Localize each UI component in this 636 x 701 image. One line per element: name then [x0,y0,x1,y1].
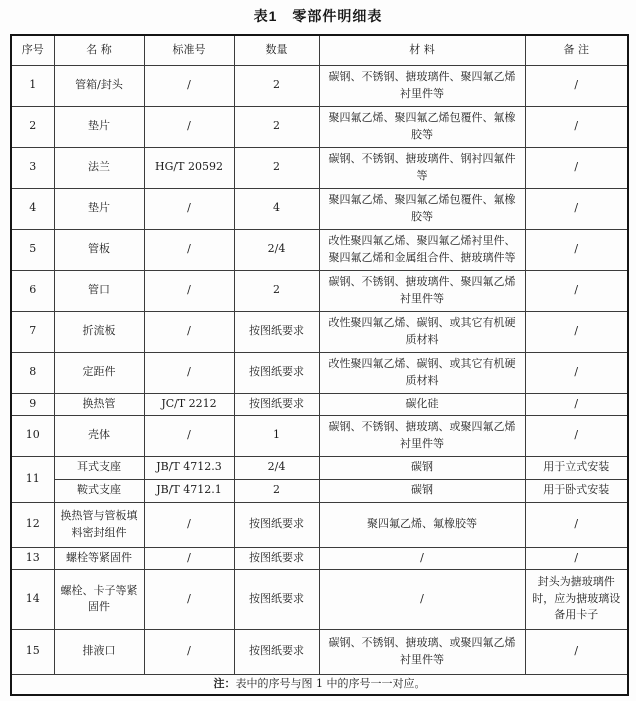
header-qty: 数量 [234,35,319,65]
cell-material: 碳化硅 [319,393,525,415]
cell-qty: 2 [234,270,319,311]
cell-standard: / [144,415,234,456]
cell-material: 聚四氟乙烯、氟橡胶等 [319,502,525,547]
cell-no: 4 [11,188,54,229]
cell-no: 11 [11,456,54,502]
cell-standard: / [144,188,234,229]
cell-material: 改性聚四氟乙烯、碳钢、或其它有机硬质材料 [319,352,525,393]
table-row [11,479,628,502]
cell-qty: 按图纸要求 [234,311,319,352]
header-name: 名 称 [54,35,144,65]
cell-material: 碳钢 [319,479,525,502]
cell-standard: / [144,502,234,547]
cell-no: 2 [11,106,54,147]
cell-remark: / [525,415,628,456]
cell-remark: / [525,147,628,188]
cell-no: 1 [11,65,54,106]
note-text: 表中的序号与图 1 中的序号一一对应。 [235,677,426,690]
cell-remark: / [525,229,628,270]
table-row [11,147,628,188]
cell-no: 8 [11,352,54,393]
header-remark: 备 注 [525,35,628,65]
table-row [11,229,628,270]
table-row [11,188,628,229]
table-row [11,65,628,106]
cell-name: 鞍式支座 [54,479,144,502]
cell-remark: / [525,311,628,352]
table-row [11,569,628,629]
cell-remark: 用于卧式安装 [525,479,628,502]
cell-standard: / [144,352,234,393]
table-row [11,393,628,415]
table-row [11,352,628,393]
page-title: 表1 零部件明细表 [253,8,383,24]
cell-qty: 1 [234,415,319,456]
cell-material: 碳钢、不锈钢、搪玻璃、或聚四氟乙烯衬里件等 [319,415,525,456]
cell-name: 垫片 [54,188,144,229]
cell-remark: 封头为搪玻璃件时，应为搪玻璃设备用卡子 [525,569,628,629]
cell-name: 排液口 [54,629,144,674]
cell-material: 聚四氟乙烯、聚四氟乙烯包覆件、氟橡胶等 [319,188,525,229]
cell-name: 耳式支座 [54,456,144,479]
cell-standard: HG/T 20592 [144,147,234,188]
cell-standard: / [144,106,234,147]
cell-no: 10 [11,415,54,456]
table-row [11,547,628,569]
cell-remark: / [525,188,628,229]
cell-qty: 按图纸要求 [234,352,319,393]
cell-standard: JC/T 2212 [144,393,234,415]
cell-standard: / [144,569,234,629]
cell-name: 螺栓等紧固件 [54,547,144,569]
cell-material: 碳钢、不锈钢、搪玻璃件、聚四氟乙烯衬里件等 [319,65,525,106]
cell-remark: / [525,547,628,569]
cell-qty: 按图纸要求 [234,569,319,629]
cell-qty: 2 [234,147,319,188]
cell-remark: / [525,393,628,415]
cell-name: 垫片 [54,106,144,147]
note-cell [11,674,628,695]
cell-name: 管口 [54,270,144,311]
cell-qty: 按图纸要求 [234,547,319,569]
cell-material: 碳钢、不锈钢、搪玻璃、或聚四氟乙烯衬里件等 [319,629,525,674]
header-material: 材 料 [319,35,525,65]
cell-no: 14 [11,569,54,629]
table-row [11,415,628,456]
cell-remark: / [525,629,628,674]
table-note-row [11,674,628,695]
cell-no: 13 [11,547,54,569]
note-label: 注： [213,677,236,690]
cell-standard: / [144,629,234,674]
header-standard: 标准号 [144,35,234,65]
cell-standard: JB/T 4712.1 [144,479,234,502]
cell-qty: 按图纸要求 [234,629,319,674]
cell-remark: 用于立式安装 [525,456,628,479]
cell-remark: / [525,106,628,147]
cell-standard: / [144,547,234,569]
cell-name: 管板 [54,229,144,270]
cell-qty: 4 [234,188,319,229]
cell-name: 壳体 [54,415,144,456]
cell-qty: 2 [234,479,319,502]
cell-no: 7 [11,311,54,352]
cell-qty: 2/4 [234,456,319,479]
cell-standard: JB/T 4712.3 [144,456,234,479]
table-row [11,456,628,479]
table-row [11,106,628,147]
cell-material: 碳钢、不锈钢、搪玻璃件、钢衬四氟件等 [319,147,525,188]
cell-name: 法兰 [54,147,144,188]
table-row [11,311,628,352]
cell-standard: / [144,270,234,311]
cell-material: 改性聚四氟乙烯、聚四氟乙烯衬里件、聚四氟乙烯和金属组合件、搪玻璃件等 [319,229,525,270]
cell-name: 定距件 [54,352,144,393]
cell-standard: / [144,311,234,352]
parts-list-table [10,34,629,696]
cell-qty: 按图纸要求 [234,393,319,415]
cell-qty: 按图纸要求 [234,502,319,547]
cell-qty: 2 [234,106,319,147]
cell-name: 螺栓、卡子等紧固件 [54,569,144,629]
cell-no: 15 [11,629,54,674]
cell-material: 碳钢、不锈钢、搪玻璃件、聚四氟乙烯衬里件等 [319,270,525,311]
table-row [11,629,628,674]
cell-name: 管箱/封头 [54,65,144,106]
table-row [11,502,628,547]
table-row [11,270,628,311]
cell-no: 9 [11,393,54,415]
cell-remark: / [525,270,628,311]
cell-name: 换热管 [54,393,144,415]
cell-qty: 2/4 [234,229,319,270]
header-no: 序号 [11,35,54,65]
cell-material: 改性聚四氟乙烯、碳钢、或其它有机硬质材料 [319,311,525,352]
cell-material: 聚四氟乙烯、聚四氟乙烯包覆件、氟橡胶等 [319,106,525,147]
cell-no: 12 [11,502,54,547]
cell-name: 换热管与管板填料密封组件 [54,502,144,547]
cell-remark: / [525,352,628,393]
cell-material: 碳钢 [319,456,525,479]
cell-qty: 2 [234,65,319,106]
table-header-row [11,35,628,65]
cell-remark: / [525,65,628,106]
cell-no: 5 [11,229,54,270]
cell-material: / [319,569,525,629]
cell-standard: / [144,65,234,106]
cell-remark: / [525,502,628,547]
cell-standard: / [144,229,234,270]
cell-no: 6 [11,270,54,311]
cell-no: 3 [11,147,54,188]
cell-name: 折流板 [54,311,144,352]
cell-material: / [319,547,525,569]
